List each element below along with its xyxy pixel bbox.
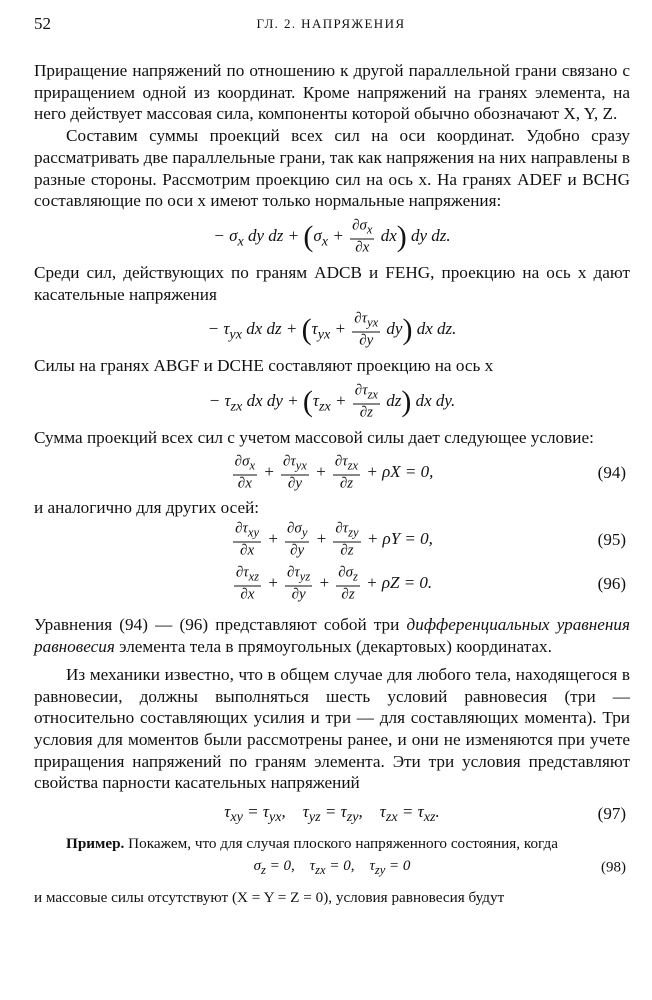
equation-tangential-zx: − $\tau_{zx}$ dx dy + ($\tau_{zx}$ + $\frac{\partial\tau_{zx}}{\partial z}$ dz) dx dy. xyxy=(208,382,456,421)
equation-96: $\frac{\partial\tau_{xz}}{\partial x}$ + $\frac{\partial\tau_{yz}}{\partial y}$ + $\frac{\partial\sigma_z}{\partial z}$ + ρZ = 0. (96) xyxy=(235,564,626,603)
paragraph-tangential: Среди сил, действующих по граням ADCB и FEHG, проекцию на ось x дают касательные напряжения xyxy=(34,262,630,304)
paragraph-example: Пример. Покажем, что для случая плоского напряженного состояния, когда xyxy=(66,835,558,853)
paragraph-mass-force: Приращение напряжений по отношению к другой параллельной грани связано с приращением одной из координат. Кроме напряжений на гранях элемента, на него действует массовая сила, компоненты которой обычно обозначают X, Y, Z. xyxy=(34,61,630,124)
equation-95: $\frac{\partial\tau_{xy}}{\partial x}$ + $\frac{\partial\sigma_y}{\partial y}$ + $\frac{\partial\tau_{zy}}{\partial z}$ + ρY = 0, (95) xyxy=(235,520,626,559)
paragraph-last-line: и массовые силы отсутствуют (X = Y = Z = 0), условия равновесия будут xyxy=(34,889,505,907)
italic-term: дифференциальных уравнения равновесия xyxy=(34,615,631,657)
page-number: 52 xyxy=(34,14,51,33)
equation-number-96: (96) xyxy=(597,574,626,594)
equation-normal-stress: − $\sigma_x$ dy dz + ($\sigma_x$ + $\frac{\partial\sigma_x}{\partial x}$ dx) dy dz. xyxy=(213,217,451,256)
equation-number-98: (98) xyxy=(601,859,626,876)
equation-97: $\tau_{xy} = \tau_{yx}$, $\tau_{yz} = \tau_{zy}$, $\tau_{zx} = \tau_{xz}$. (97) xyxy=(224,801,626,826)
equation-98: $\sigma_z = 0$, $\tau_{zx} = 0$, $\tau_{zy} = 0$ (98) xyxy=(253,858,626,878)
running-title: ГЛ. 2. НАПРЯЖЕНИЯ xyxy=(256,16,406,31)
equation-number-94: (94) xyxy=(597,462,626,482)
paragraph-sum-condition: Сумма проекций всех сил с учетом массовой силы дает следующее условие: xyxy=(34,428,594,448)
paragraph-six-conditions: Из механики известно, что в общем случае для любого тела, находящегося в равновесии, должны выполняться шесть условий равновесия (три — относительно составляющих усилия и три — для составляющих момента). Три условия для моментов были рассмотрены ранее, и они не изменяются при учете приращения напряжений по граням элемента. Эти три условия представляют свойства парности касательных напряжений xyxy=(34,664,630,793)
paragraph-other-axes: и аналогично для других осей: xyxy=(34,497,260,517)
paragraph-faces-abgf: Силы на гранях ABGF и DCHE составляют проекцию на ось x xyxy=(34,356,494,376)
paragraph-projections-x: Составим суммы проекций всех сил на оси координат. Удобно сразу рассматривать две параллельные грани, так как напряжения на них направлены в разные стороны. Рассмотрим проекцию сил на ось x. На гранях ADEF и BCHG составляющие по оси x имеют только нормальные напряжения: xyxy=(34,126,630,211)
page-header xyxy=(34,14,628,36)
equation-tangential-yx: − $\tau_{yx}$ dx dz + ($\tau_{yx}$ + $\frac{\partial\tau_{yx}}{\partial y}$ dy) dx dz. xyxy=(207,310,457,349)
equation-number-97: (97) xyxy=(597,804,626,824)
paragraph-equilibrium-equations: Уравнения (94) — (96) представляют собой три дифференциальных уравнения равновесия элемента тела в прямоугольных (декартовых) координатах. xyxy=(34,615,631,657)
page-body xyxy=(34,60,630,908)
equation-number-95: (95) xyxy=(597,530,626,550)
example-label: Пример. xyxy=(66,835,125,853)
equation-94: $\frac{\partial\sigma_x}{\partial x}$ + $\frac{\partial\tau_{yx}}{\partial y}$ + $\frac{\partial\tau_{zx}}{\partial z}$ + ρX = 0, (94) xyxy=(234,453,626,492)
